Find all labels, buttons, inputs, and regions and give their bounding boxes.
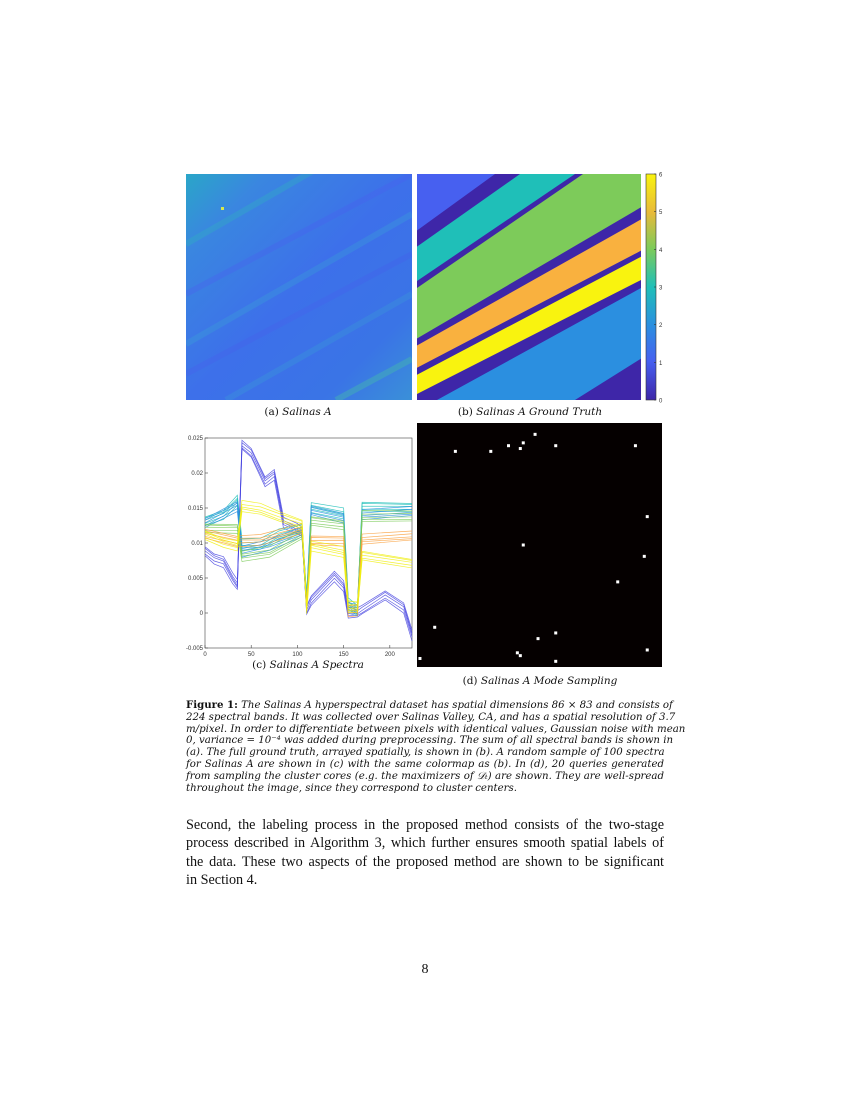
body-paragraph: [186, 816, 664, 890]
y-tick-label: 0.02: [191, 471, 203, 477]
caption-line: 0, variance = 10⁻⁴ was added during preprocessing. The sum of all spectral bands is shown in: [186, 735, 674, 747]
caption-line: throughout the image, since they correspond to cluster centers.: [186, 782, 517, 794]
colorbar-tick-label: 3: [659, 285, 663, 292]
figure-caption: [186, 699, 686, 794]
colorbar-tick-label: 6: [659, 172, 663, 179]
colorbar-tick-label: 0: [659, 398, 663, 405]
salinas-a-band-sum-image: [186, 174, 412, 400]
query-point: [522, 544, 525, 547]
body-line: Second, the labeling process in the proposed method consists of the two-stage: [186, 817, 664, 833]
query-point: [616, 580, 619, 583]
query-point: [516, 651, 519, 654]
x-tick-label: 200: [384, 652, 395, 658]
y-tick-label: 0.005: [187, 576, 203, 582]
mode-sampling-image: [417, 423, 662, 667]
panel-a-caption: (a) Salinas A: [264, 406, 332, 418]
query-point: [554, 631, 557, 634]
query-point: [554, 660, 557, 663]
colorbar-tick-label: 1: [659, 360, 663, 367]
y-tick-label: 0.01: [191, 541, 203, 547]
query-point: [646, 648, 649, 651]
query-point: [454, 450, 457, 453]
body-line: in Section 4.: [186, 872, 258, 889]
query-point: [534, 433, 537, 436]
x-tick-label: 0: [203, 652, 207, 658]
x-tick-label: 150: [338, 652, 349, 658]
query-point: [433, 626, 436, 629]
body-line: the data. These two aspects of the proposed method are shown to be significant: [186, 853, 664, 870]
query-point: [634, 444, 637, 447]
caption-line: from sampling the cluster cores (e.g. the maximizers of 𝒟ₜ) are shown. They are well-spread: [186, 770, 664, 782]
page-number: 8: [421, 962, 429, 977]
panel-c-caption: (c) Salinas A Spectra: [252, 659, 364, 671]
figure-label: Figure 1:: [186, 699, 238, 711]
query-point: [646, 515, 649, 518]
y-tick-label: 0: [199, 611, 203, 617]
colorbar-tick-label: 5: [659, 210, 663, 217]
caption-line: 224 spectral bands. It was collected over Salinas Valley, CA, and has a spatial resolution of 3.7: [186, 711, 676, 723]
query-point: [643, 555, 646, 558]
colorbar: [644, 170, 674, 406]
x-tick-label: 100: [292, 652, 303, 658]
colorbar-tick-label: 2: [659, 323, 663, 330]
query-point: [554, 444, 557, 447]
caption-line: (a). The full ground truth, arrayed spatially, is shown in (b). A random sample of 100 spectra: [186, 747, 665, 759]
x-tick-label: 50: [247, 652, 255, 658]
spectra-plot: [176, 430, 416, 660]
colorbar-tick-label: 4: [659, 247, 663, 254]
query-point: [507, 444, 510, 447]
y-tick-label: 0.015: [187, 506, 203, 512]
query-point: [519, 447, 522, 450]
caption-line: for Salinas A are shown in (c) with the same colormap as (b). In (d), 20 queries generated: [186, 758, 664, 770]
caption-line: m/pixel. In order to differentiate between pixels with identical values, Gaussian noise with mean: [186, 723, 686, 735]
query-point: [522, 441, 525, 444]
y-tick-label: -0.005: [185, 646, 203, 652]
query-point: [519, 654, 522, 657]
body-line: process described in Algorithm 3, which further ensures smooth spatial labels of: [186, 835, 664, 852]
ground-truth-map: [417, 174, 641, 400]
query-point: [537, 637, 540, 640]
query-point: [418, 657, 421, 660]
caption-line: The Salinas A hyperspectral dataset has spatial dimensions 86 × 83 and consists of: [241, 700, 673, 711]
y-tick-label: 0.025: [187, 436, 203, 442]
panel-d-caption: (d) Salinas A Mode Sampling: [462, 675, 618, 687]
panel-b-caption: (b) Salinas A Ground Truth: [457, 406, 603, 418]
query-point: [489, 450, 492, 453]
